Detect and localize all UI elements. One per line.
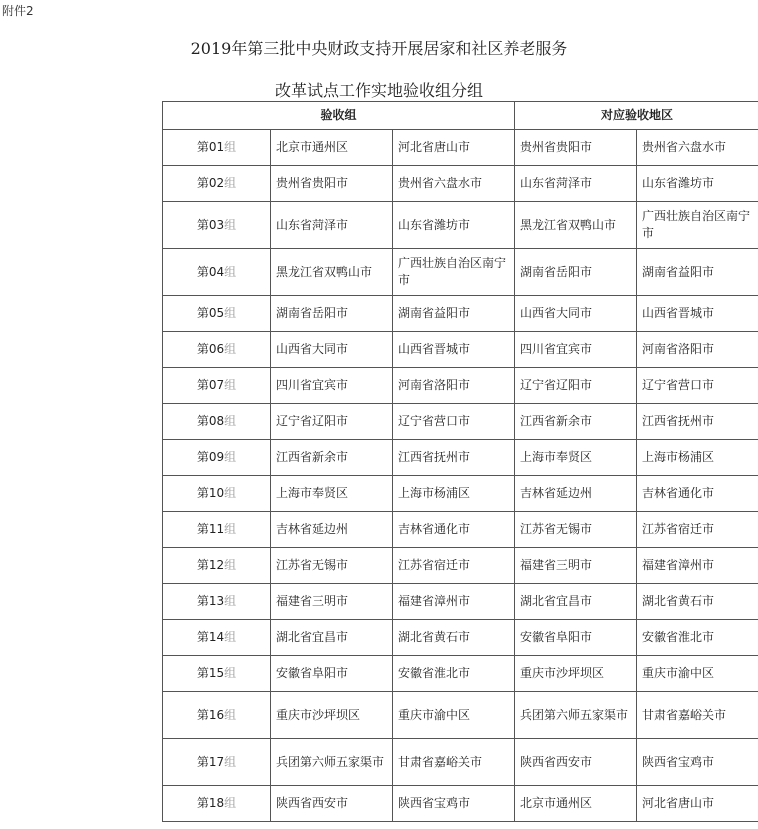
group-number-cell	[163, 332, 271, 368]
inspection-city-cell: 陕西省宝鸡市	[393, 786, 515, 822]
table-row	[163, 202, 758, 249]
group-number: 第08	[196, 414, 225, 428]
group-suffix: 组	[224, 486, 237, 500]
page-title-line2: 改革试点工作实地验收组分组	[274, 81, 483, 100]
target-region-cell: 湖北省黄石市	[637, 584, 758, 620]
table-row	[163, 404, 758, 440]
inspection-city-cell: 吉林省延边州	[271, 512, 393, 548]
group-number-cell	[163, 548, 271, 584]
target-region-cell: 辽宁省营口市	[637, 368, 758, 404]
target-region-cell: 陕西省西安市	[515, 739, 637, 786]
group-number-cell	[163, 656, 271, 692]
table-row	[163, 476, 758, 512]
target-region-cell: 安徽省淮北市	[637, 620, 758, 656]
target-region-cell: 福建省漳州市	[637, 548, 758, 584]
inspection-city-cell: 山西省大同市	[271, 332, 393, 368]
target-region-cell: 安徽省阜阳市	[515, 620, 637, 656]
inspection-city-cell: 山西省晋城市	[393, 332, 515, 368]
group-suffix: 组	[224, 306, 237, 320]
inspection-city-cell: 福建省漳州市	[393, 584, 515, 620]
table-body	[163, 130, 758, 822]
target-region-cell: 山东省菏泽市	[515, 166, 637, 202]
group-number: 第14	[196, 630, 225, 644]
group-suffix: 组	[224, 522, 237, 536]
inspection-city-cell: 湖南省益阳市	[393, 296, 515, 332]
target-region-cell: 重庆市渝中区	[637, 656, 758, 692]
target-region-cell: 广西壮族自治区南宁市	[637, 202, 758, 249]
table-row	[163, 584, 758, 620]
inspection-city-cell: 贵州省六盘水市	[393, 166, 515, 202]
group-number: 第18	[196, 796, 225, 810]
target-region-cell: 山东省潍坊市	[637, 166, 758, 202]
target-region-cell: 上海市杨浦区	[637, 440, 758, 476]
inspection-city-cell: 河北省唐山市	[393, 130, 515, 166]
inspection-city-cell: 山东省菏泽市	[271, 202, 393, 249]
table-row	[163, 620, 758, 656]
group-number: 第12	[196, 558, 225, 572]
group-number-cell	[163, 296, 271, 332]
table-row	[163, 512, 758, 548]
target-region-cell: 湖南省岳阳市	[515, 249, 637, 296]
table-header-row	[163, 102, 758, 130]
group-number-cell	[163, 739, 271, 786]
inspection-city-cell: 湖北省黄石市	[393, 620, 515, 656]
group-suffix: 组	[224, 666, 237, 680]
table-row	[163, 786, 758, 822]
group-number: 第11	[196, 522, 225, 536]
header-region: 对应验收地区	[515, 102, 758, 130]
group-number-cell	[163, 404, 271, 440]
attachment-label: 附件2	[2, 4, 34, 18]
group-number: 第16	[196, 707, 225, 722]
target-region-cell: 四川省宜宾市	[515, 332, 637, 368]
inspection-city-cell: 重庆市沙坪坝区	[271, 692, 393, 739]
target-region-cell: 江苏省宿迁市	[637, 512, 758, 548]
target-region-cell: 北京市通州区	[515, 786, 637, 822]
group-number-cell	[163, 202, 271, 249]
group-number-cell	[163, 512, 271, 548]
inspection-city-cell: 广西壮族自治区南宁市	[393, 249, 515, 296]
target-region-cell: 黑龙江省双鸭山市	[515, 202, 637, 249]
inspection-city-cell: 陕西省西安市	[271, 786, 393, 822]
inspection-city-cell: 北京市通州区	[271, 130, 393, 166]
group-number: 第06	[196, 342, 225, 356]
inspection-city-cell: 湖北省宜昌市	[271, 620, 393, 656]
group-number-cell	[163, 786, 271, 822]
target-region-cell: 贵州省贵阳市	[515, 130, 637, 166]
target-region-cell: 吉林省延边州	[515, 476, 637, 512]
group-number: 第02	[196, 176, 225, 190]
group-suffix: 组	[224, 707, 237, 722]
group-number-cell	[163, 620, 271, 656]
target-region-cell: 甘肃省嘉峪关市	[637, 692, 758, 739]
inspection-city-cell: 上海市奉贤区	[271, 476, 393, 512]
group-number: 第15	[196, 666, 225, 680]
group-suffix: 组	[224, 796, 237, 810]
table-row	[163, 656, 758, 692]
group-suffix: 组	[224, 594, 237, 608]
header-group: 验收组	[163, 102, 515, 130]
inspection-city-cell: 黑龙江省双鸭山市	[271, 249, 393, 296]
group-number-cell	[163, 476, 271, 512]
target-region-cell: 福建省三明市	[515, 548, 637, 584]
group-number-cell	[163, 368, 271, 404]
group-suffix: 组	[224, 140, 237, 154]
target-region-cell: 山西省大同市	[515, 296, 637, 332]
target-region-cell: 重庆市沙坪坝区	[515, 656, 637, 692]
group-suffix: 组	[224, 754, 237, 769]
group-number: 第10	[196, 486, 225, 500]
page-title-line1: 2019年第三批中央财政支持开展居家和社区养老服务	[190, 39, 568, 58]
target-region-cell: 河南省洛阳市	[637, 332, 758, 368]
group-number: 第03	[196, 217, 225, 232]
group-number: 第13	[196, 594, 225, 608]
group-number-cell	[163, 584, 271, 620]
group-suffix: 组	[224, 176, 237, 190]
group-suffix: 组	[224, 558, 237, 572]
table-row	[163, 332, 758, 368]
group-number-cell	[163, 130, 271, 166]
group-number: 第07	[196, 378, 225, 392]
target-region-cell: 兵团第六师五家渠市	[515, 692, 637, 739]
inspection-city-cell: 河南省洛阳市	[393, 368, 515, 404]
inspection-city-cell: 甘肃省嘉峪关市	[393, 739, 515, 786]
table-row	[163, 368, 758, 404]
group-number: 第09	[196, 450, 225, 464]
inspection-city-cell: 重庆市渝中区	[393, 692, 515, 739]
inspection-city-cell: 安徽省淮北市	[393, 656, 515, 692]
inspection-city-cell: 贵州省贵阳市	[271, 166, 393, 202]
target-region-cell: 河北省唐山市	[637, 786, 758, 822]
target-region-cell: 江西省新余市	[515, 404, 637, 440]
target-region-cell: 陕西省宝鸡市	[637, 739, 758, 786]
table-row	[163, 249, 758, 296]
group-number: 第05	[196, 306, 225, 320]
target-region-cell: 贵州省六盘水市	[637, 130, 758, 166]
target-region-cell: 上海市奉贤区	[515, 440, 637, 476]
inspection-city-cell: 福建省三明市	[271, 584, 393, 620]
group-suffix: 组	[224, 378, 237, 392]
inspection-city-cell: 四川省宜宾市	[271, 368, 393, 404]
inspection-city-cell: 江西省新余市	[271, 440, 393, 476]
target-region-cell: 湖北省宜昌市	[515, 584, 637, 620]
target-region-cell: 辽宁省辽阳市	[515, 368, 637, 404]
table-row	[163, 130, 758, 166]
group-suffix: 组	[224, 414, 237, 428]
inspection-city-cell: 江苏省宿迁市	[393, 548, 515, 584]
group-number: 第17	[196, 754, 225, 769]
table-row	[163, 440, 758, 476]
group-number-cell	[163, 692, 271, 739]
group-number-cell	[163, 440, 271, 476]
inspection-city-cell: 吉林省通化市	[393, 512, 515, 548]
grouping-table	[162, 101, 758, 822]
target-region-cell: 江苏省无锡市	[515, 512, 637, 548]
group-suffix: 组	[224, 630, 237, 644]
table-row	[163, 692, 758, 739]
group-suffix: 组	[224, 342, 237, 356]
table-row	[163, 548, 758, 584]
inspection-city-cell: 江苏省无锡市	[271, 548, 393, 584]
table-row	[163, 166, 758, 202]
target-region-cell: 湖南省益阳市	[637, 249, 758, 296]
inspection-city-cell: 湖南省岳阳市	[271, 296, 393, 332]
target-region-cell: 江西省抚州市	[637, 404, 758, 440]
inspection-city-cell: 安徽省阜阳市	[271, 656, 393, 692]
group-number: 第04	[196, 264, 225, 279]
inspection-city-cell: 山东省潍坊市	[393, 202, 515, 249]
table-row	[163, 296, 758, 332]
group-number-cell	[163, 249, 271, 296]
target-region-cell: 吉林省通化市	[637, 476, 758, 512]
group-suffix: 组	[224, 264, 237, 279]
target-region-cell: 山西省晋城市	[637, 296, 758, 332]
group-number: 第01	[196, 140, 225, 154]
group-number-cell	[163, 166, 271, 202]
group-suffix: 组	[224, 217, 237, 232]
inspection-city-cell: 兵团第六师五家渠市	[271, 739, 393, 786]
inspection-city-cell: 上海市杨浦区	[393, 476, 515, 512]
group-suffix: 组	[224, 450, 237, 464]
inspection-city-cell: 江西省抚州市	[393, 440, 515, 476]
inspection-city-cell: 辽宁省辽阳市	[271, 404, 393, 440]
table-row	[163, 739, 758, 786]
inspection-city-cell: 辽宁省营口市	[393, 404, 515, 440]
